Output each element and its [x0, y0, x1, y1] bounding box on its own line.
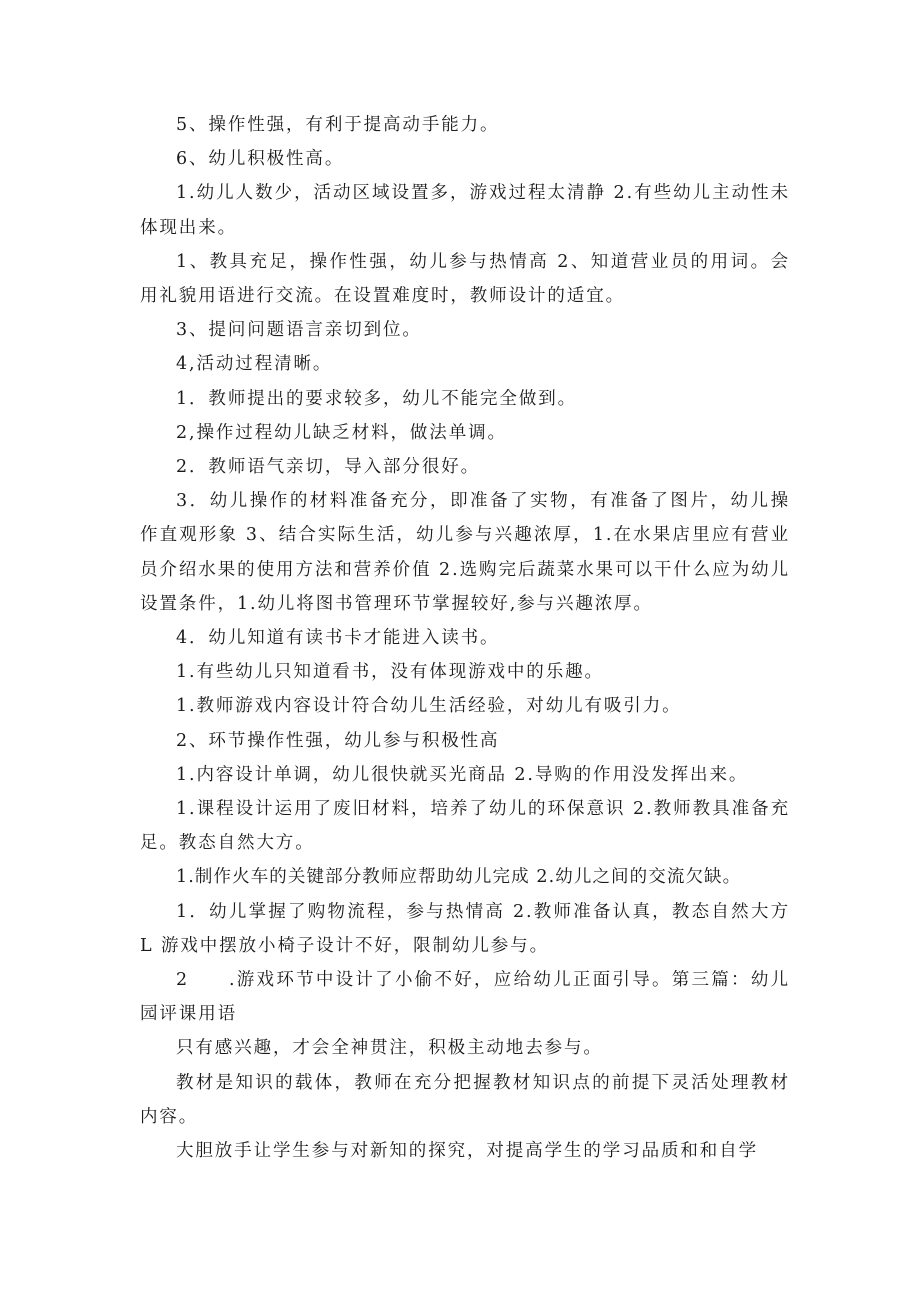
paragraph: 5、操作性强，有利于提高动手能力。 — [176, 115, 500, 135]
paragraph: 6、幼儿积极性高。 — [176, 149, 345, 170]
paragraph: 1．教师提出的要求较多，幼儿不能完全做到。 — [176, 388, 578, 409]
paragraph: 大胆放手让学生参与对新知的探究，对提高学生的学习品质和和自学 — [176, 1141, 758, 1162]
paragraph: 2,操作过程幼儿缺乏材料，做法单调。 — [176, 422, 507, 443]
paragraph: 3、提问问题语言亲切到位。 — [176, 320, 422, 341]
paragraph: 1.教师游戏内容设计符合幼儿生活经验，对幼儿有吸引力。 — [176, 696, 682, 717]
paragraph: 教材是知识的载体，教师在充分把握教材知识点的前提下灵活处理教材内容。 — [140, 1072, 790, 1127]
document-body — [140, 108, 790, 1168]
paragraph: 4．幼儿知道有读书卡才能进入读书。 — [176, 628, 500, 649]
paragraph: 4,活动过程清晰。 — [176, 354, 333, 375]
paragraph: 1.课程设计运用了废旧材料，培养了幼儿的环保意识 2.教师教具准备充足。教态自然大方。 — [140, 799, 790, 854]
paragraph: 3．幼儿操作的材料准备充分，即准备了实物，有准备了图片，幼儿操作直观形象 3、结合实际生活，幼儿参与兴趣浓厚，1.在水果店里应有营业员介绍水果的使用方法和营养价值 2.选购完后蔬菜水果可以干什么应为幼儿设置条件，1.幼儿将图书管理环节掌握较好,参与兴趣浓厚。 — [140, 491, 790, 614]
paragraph: 1．幼儿掌握了购物流程，参与热情高 2.教师准备认真，教态自然大方 L 游戏中摆放小椅子设计不好，限制幼儿参与。 — [140, 901, 790, 956]
paragraph: 2 .游戏环节中设计了小偷不好，应给幼儿正面引导。第三篇：幼儿园评课用语 — [140, 970, 790, 1025]
paragraph: 1.制作火车的关键部分教师应帮助幼儿完成 2.幼儿之间的交流欠缺。 — [176, 867, 742, 888]
paragraph: 1.幼儿人数少，活动区域设置多，游戏过程太清静 2.有些幼儿主动性未体现出来。 — [140, 183, 790, 238]
paragraph: 2．教师语气亲切，导入部分很好。 — [176, 457, 481, 478]
paragraph: 1.有些幼儿只知道看书，没有体现游戏中的乐趣。 — [176, 662, 604, 683]
paragraph: 2、环节操作性强，幼儿参与积极性高 — [176, 730, 500, 751]
paragraph: 1.内容设计单调，幼儿很快就买光商品 2.导购的作用没发挥出来。 — [176, 764, 749, 785]
paragraph: 只有感兴趣，才会全神贯注，积极主动地去参与。 — [176, 1038, 603, 1059]
paragraph: 1、教具充足，操作性强，幼儿参与热情高 2、知道营业员的用词。会用礼貌用语进行交流。在设置难度时，教师设计的适宜。 — [140, 251, 790, 307]
